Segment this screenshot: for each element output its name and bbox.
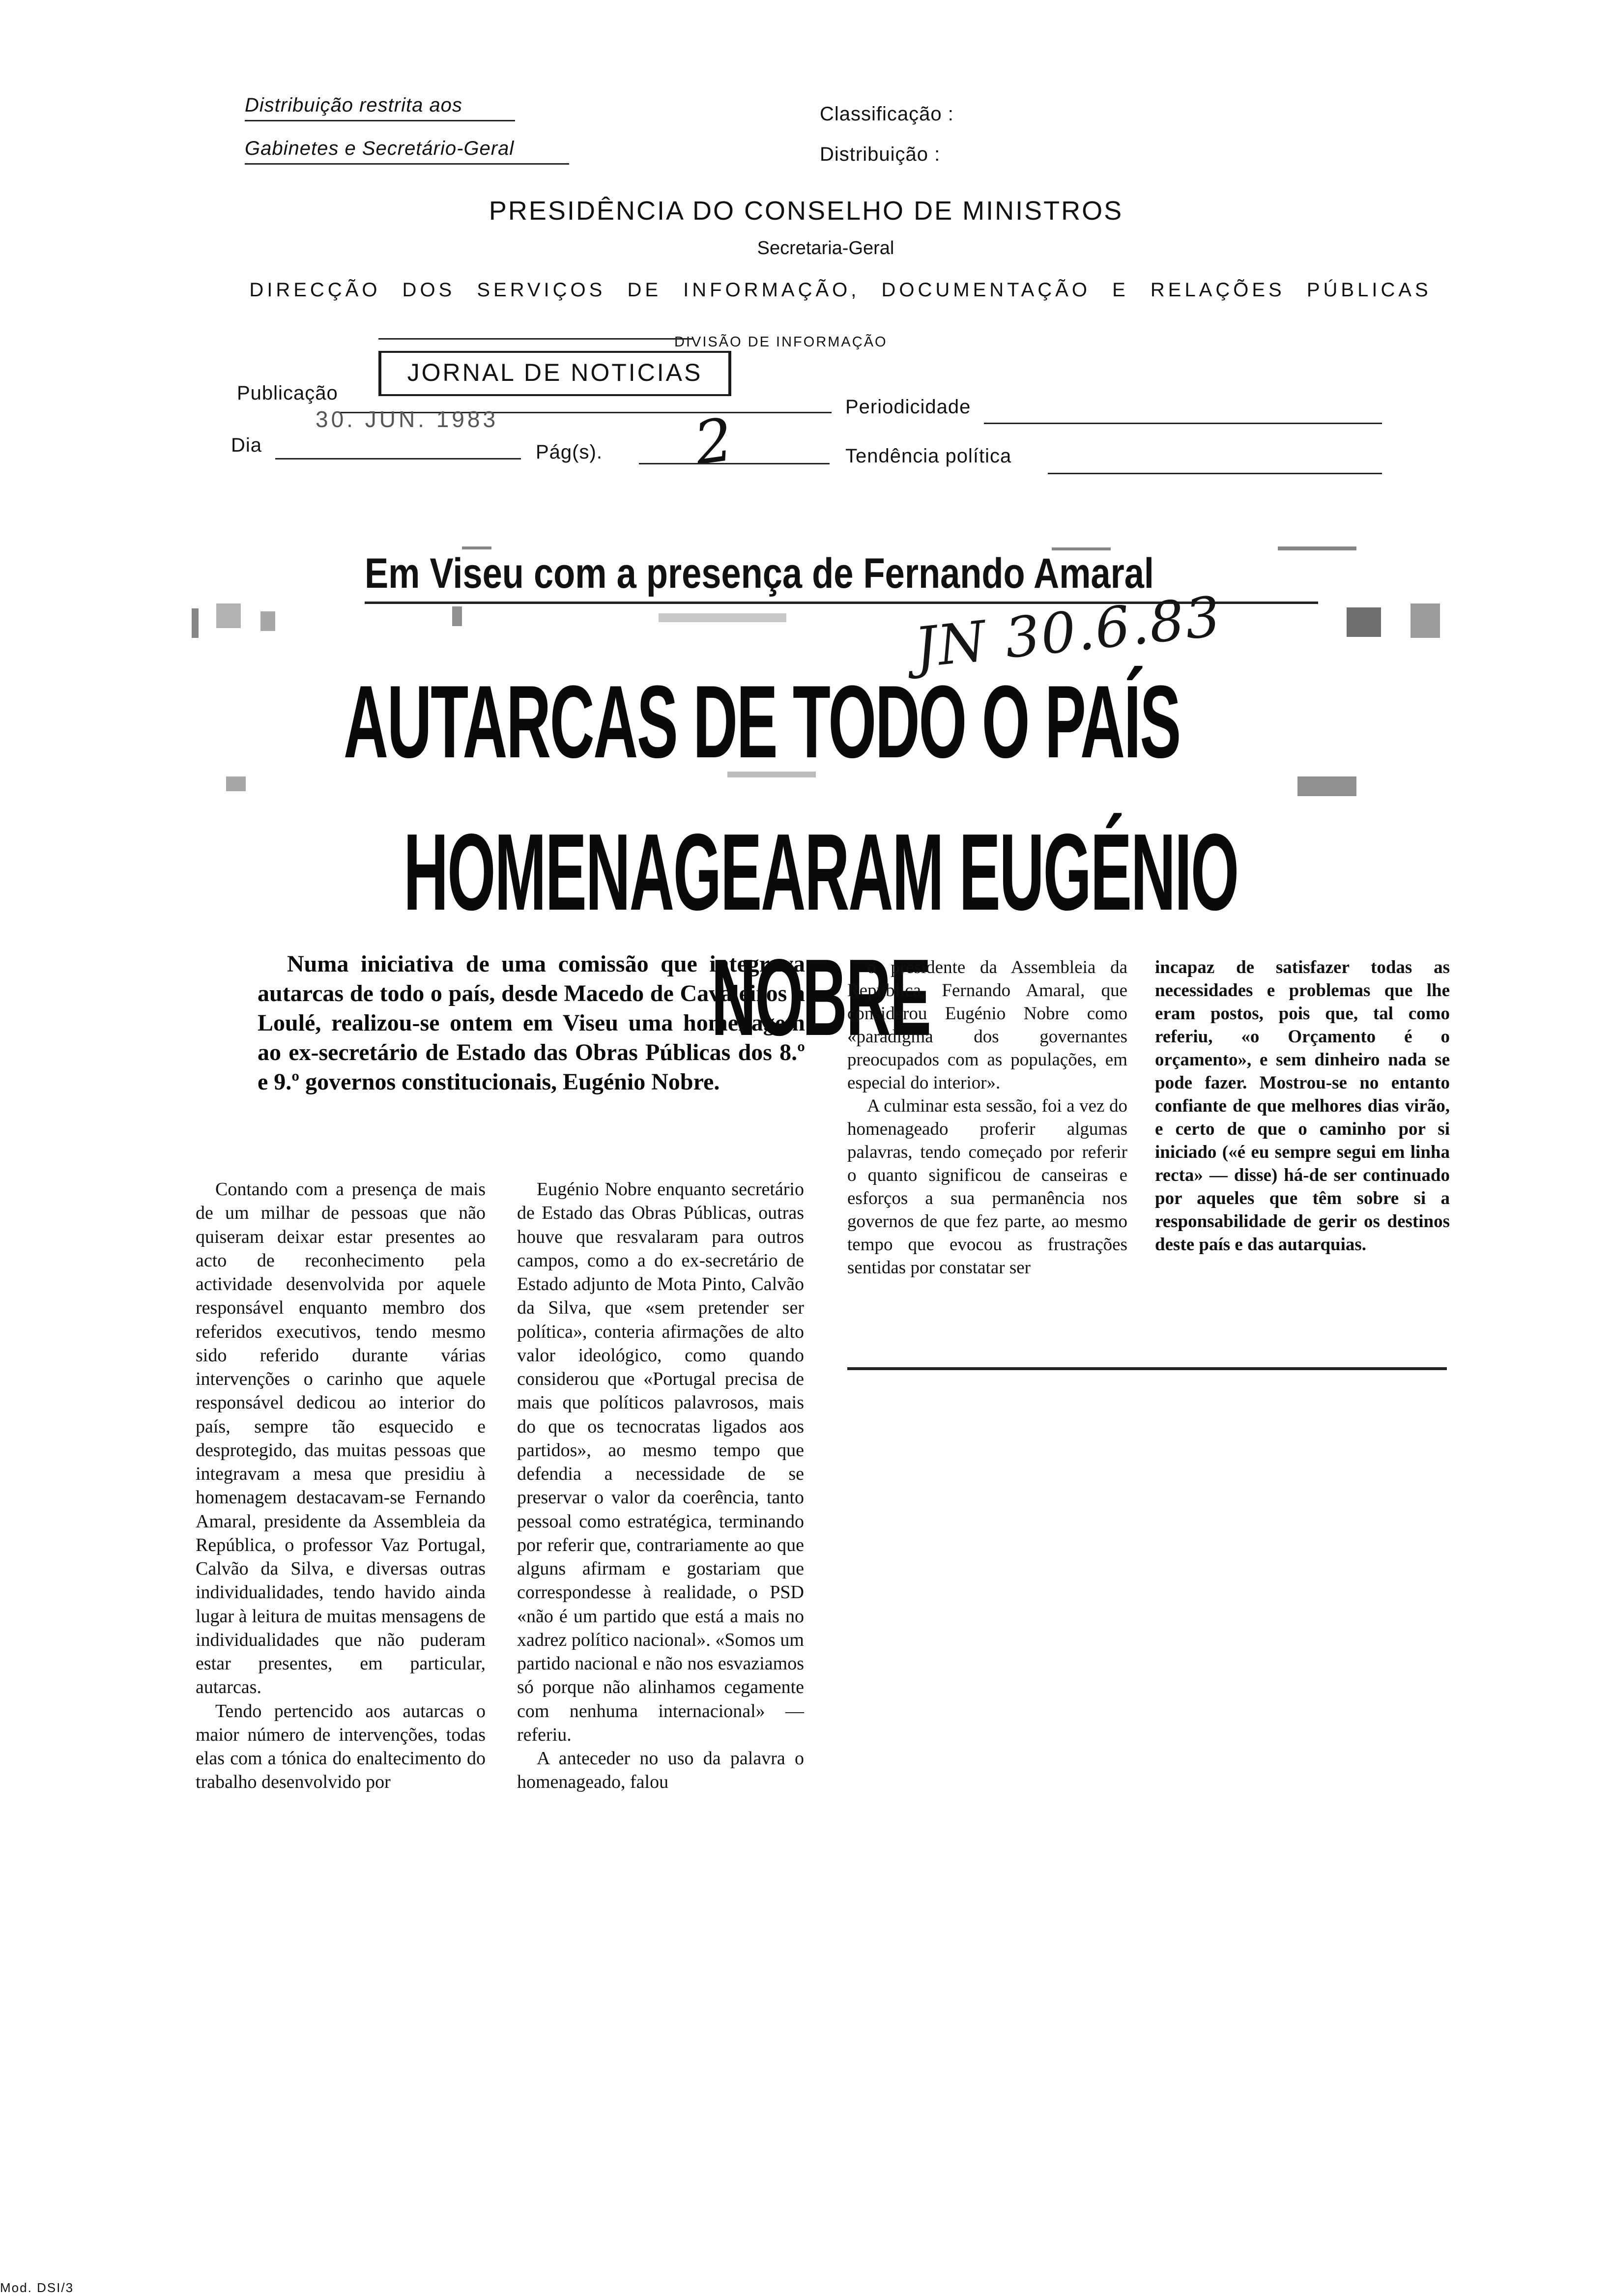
- division-title: DIVISÃO DE INFORMAÇÃO: [674, 334, 888, 350]
- article-column-4: [1155, 956, 1450, 1257]
- distribuicao-label: Distribuição :: [820, 144, 941, 165]
- column-2-paragraph-2: A anteceder no uso da palavra o homenageado, falou: [517, 1748, 804, 1793]
- article-lead: Numa iniciativa de uma comissão que integrava autarcas de todo o país, desde Macedo de Cavaleiros a Loulé, realizou-se ontem em Viseu uma homenagem ao ex-secretário de Estado das Obras Públicas dos 8.º e 9.º governos constitucionais, Eugénio Nobre.: [258, 951, 805, 1095]
- headline-line-1: AUTARCAS DE TODO O PAÍS: [344, 664, 1180, 779]
- pags-value: 2: [690, 405, 737, 479]
- restricted-distribution-line2: Gabinetes e Secretário-Geral: [245, 138, 515, 159]
- article-kicker: Em Viseu com a presença de Fernando Amaral: [365, 550, 1154, 597]
- dia-label: Dia: [231, 434, 262, 456]
- classificacao-label: Classificação :: [820, 103, 954, 125]
- dia-line: [275, 458, 521, 459]
- division-rule: [378, 338, 693, 340]
- restricted-distribution-line1: Distribuição restrita aos: [245, 94, 462, 116]
- article-column-3: [847, 956, 1127, 1280]
- restricted-underline-2: [245, 163, 569, 165]
- handwritten-stamp: JN 30.6.83: [911, 584, 1225, 681]
- publicacao-label: Publicação: [237, 382, 338, 404]
- column-2-paragraph-1: Eugénio Nobre enquanto secretário de Estado das Obras Públicas, outras houve que resvalaram para outros campos, como a do ex-secretário de Estado adjunto de Mota Pinto, Calvão da Silva, que «sem pretender ser política», conteria afirmações de alto valor ideológico, como quando considerou que «Portugal precisa de mais que políticos palavrosos, mais do que os tecnocratas ligados aos partidos», ao mesmo tempo que defendia a necessidade de se preservar o valor da coerência, tanto pessoal como estratégica, terminando por referir que, contrariamente ao que alguns afirmam e gostariam que correspondesse à realidade, o PSD «não é um partido que está a mais no xadrez político nacional». «Somos um partido nacional e não nos esvaziamos só porque não alinhamos cegamente com nenhuma internacional» — referiu.: [517, 1179, 804, 1745]
- publicacao-stamp: [378, 351, 731, 396]
- publicacao-value: JORNAL DE NOTICIAS: [407, 359, 703, 386]
- periodicidade-line: [984, 423, 1382, 424]
- pags-line: [639, 463, 830, 464]
- article-end-rule: [847, 1367, 1447, 1370]
- restricted-underline-1: [245, 120, 515, 121]
- headline-line-2: HOMENAGEARAM EUGÉNIO NOBRE: [403, 811, 1238, 1059]
- article-column-1: [196, 1177, 486, 1794]
- pags-label: Pág(s).: [536, 441, 603, 463]
- periodicidade-label: Periodicidade: [845, 396, 971, 418]
- secretariat-title: Secretaria-Geral: [757, 238, 894, 258]
- column-4-paragraph-1: incapaz de satisfazer todas as necessidades e problemas que lhe eram postos, pois que, tal como referiu, «o Orçamento é o orçamento», e sem dinheiro nada se pode fazer. Mostrou-se no entanto confiante de que melhores dias virão, e certo de que o caminho por si iniciado («é eu sempre segui em linha recta» — disse) há-de ser continuado por aqueles que têm sobre si a responsabilidade de gerir os destinos deste país e das autarquias.: [1155, 957, 1450, 1255]
- noise-band-1: [187, 599, 1455, 658]
- column-3-paragraph-2: A culminar esta sessão, foi a vez do homenageado proferir algumas palavras, tendo começado por referir o quanto significou de canseiras e esforços a sua permanência nos governos de que fez parte, ao mesmo tempo que evocou as frustrações sentidas por constatar ser: [847, 1095, 1127, 1278]
- column-1-paragraph-1: Contando com a presença de mais de um milhar de pessoas que não quiseram deixar estar presentes ao acto de reconhecimento pela actividade desenvolvida por aquele responsável enquanto membro dos referidos executivos, tendo mesmo sido referido durante várias intervenções o carinho que aquele responsável dedicou ao interior do país, sempre tão esquecido e desprotegido, das muitas pessoas que integravam a mesa que presidiu à homenagem destacavam-se Fernando Amaral, presidente da Assembleia da República, o professor Vaz Portugal, Calvão da Silva, e diversas outras individualidades, tendo havido ainda lugar à leitura de muitas mensagens de individualidades que não puderam estar presentes, em particular, autarcas.: [196, 1179, 486, 1698]
- column-1-paragraph-2: Tendo pertencido aos autarcas o maior número de intervenções, todas elas com a tónica do enaltecimento do trabalho desenvolvido por: [196, 1700, 486, 1793]
- dia-value: 30. JUN. 1983: [316, 406, 499, 432]
- noise-band-2: [197, 767, 1445, 806]
- tendencia-line: [1048, 473, 1382, 474]
- footer-code: Mod. DSI/3: [0, 2280, 74, 2295]
- tendencia-label: Tendência política: [845, 445, 1012, 467]
- column-3-paragraph-1: o presidente da Assembleia da República, Fernando Amaral, que considerou Eugénio Nobre como «paradigma dos governantes preocupados com as populações, em especial do interior».: [847, 957, 1127, 1093]
- directorate-title: DIRECÇÃO DOS SERVIÇOS DE INFORMAÇÃO, DOCUMENTAÇÃO E RELAÇÕES PÚBLICAS: [249, 279, 1432, 301]
- ministry-title: PRESIDÊNCIA DO CONSELHO DE MINISTROS: [489, 196, 1123, 226]
- article-column-2: [517, 1177, 804, 1794]
